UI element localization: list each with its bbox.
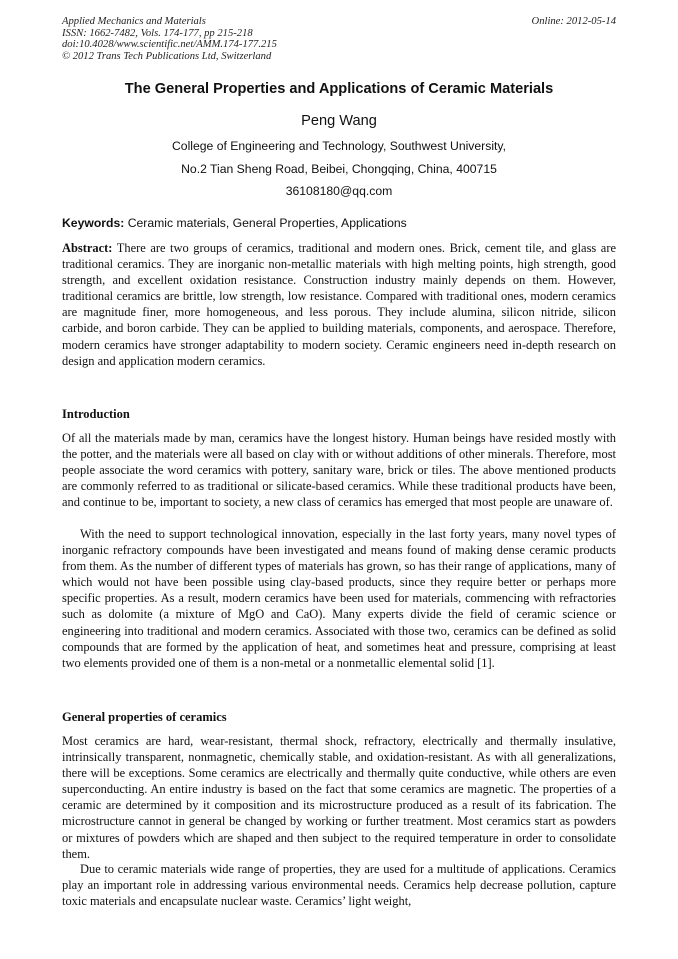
keywords xyxy=(62,216,616,230)
section-heading-introduction: Introduction xyxy=(62,407,130,421)
introduction-paragraph-2: With the need to support technological innovation, especially in the last forty years, many novel types of inorganic refractory compounds have been investigated and means found of making dense ceramic products from them. As the number of different types of materials has grown, so has their range of applications, many of which would not have been possible using clay-based products, since they require better or perhaps more specific properties. As a result, modern ceramics have been used for materials, commencing with refractories such as dolomite (a mixture of MgO and CaO). Many experts divide the field of ceramic science or engineering into traditional and modern ceramics. Associated with those two, ceramics can be defined as solid compounds that are formed by the application of heat, and sometimes heat and pressure, comprising at least two elements provided one of them is a non-metal or a nonmetallic elemental solid [1]. xyxy=(62,527,616,670)
abstract-label: Abstract: xyxy=(62,241,113,255)
journal-name: Applied Mechanics and Materials xyxy=(62,16,206,27)
section-heading-general-properties: General properties of ceramics xyxy=(62,710,227,724)
affiliation-line-1: College of Engineering and Technology, Southwest University, xyxy=(172,139,506,153)
copyright-line: © 2012 Trans Tech Publications Ltd, Switzerland xyxy=(62,50,272,62)
journal-header xyxy=(62,16,616,62)
doi-line: doi:10.4028/www.scientific.net/AMM.174-177.215 xyxy=(62,39,277,51)
online-date: Online: 2012-05-14 xyxy=(531,16,616,27)
author-email: 36108180@qq.com xyxy=(285,184,393,198)
keywords-label: Keywords: xyxy=(62,216,125,230)
keywords-text: Ceramic materials, General Properties, Applications xyxy=(127,216,407,230)
general-properties-paragraph-1: Most ceramics are hard, wear-resistant, thermal shock, refractory, electrically and thermally insulative, intrinsically transparent, nonmagnetic, chemically stable, and oxidation-resistant. As with all generalizations, there will be exceptions. Some ceramics are electrically and thermally quite conductive, while others are even superconducting. An entire industry is based on the fact that some ceramics are magnetic. The properties of a ceramic are determined by it composition and its microstructure produced as a result of its fabrication. The microstructure cannot in general be changed by working or further treatment. Most ceramics start as powders or mixtures of powders which are shaped and then subject to the required temperature in order to consolidate them. xyxy=(62,734,616,861)
issn-line: ISSN: 1662-7482, Vols. 174-177, pp 215-218 xyxy=(62,27,253,39)
abstract xyxy=(62,240,616,369)
general-properties-paragraph-2: Due to ceramic materials wide range of properties, they are used for a multitude of applications. Ceramics play an important role in addressing various environmental needs. Ceramics help decrease pollution, capture toxic materials and encapsulate nuclear waste. Ceramics’ light weight, xyxy=(62,862,616,909)
paper-title: The General Properties and Applications of Ceramic Materials xyxy=(124,81,554,97)
introduction-paragraph-1: Of all the materials made by man, ceramics have the longest history. Human beings have resided mostly with the potter, and the materials were all based on clay with or without additions of other minerals. Therefore, most people associate the word ceramics with pottery, sanitary ware, brick or tiles. The above mentioned products are commonly referred to as traditional or silicate-based ceramics. While these traditional products have been, and continue to be, important to society, a new class of ceramics has emerged that most people are unaware of. xyxy=(62,431,616,510)
author-name: Peng Wang xyxy=(301,113,377,129)
abstract-text: There are two groups of ceramics, traditional and modern ones. Brick, cement tile, and glass are traditional ceramics. They are inorganic non-metallic materials with high melting points, high strength, good strength, and excellent oxidation resistance. Construction industry mainly depends on them. However, traditional ceramics are brittle, low strength, low resistance. Compared with traditional ones, modern ceramics are magnitude finer, more homogeneous, and less porous. They include alumina, silicon nitride, silicon carbide, and boron carbide. They can be applied to building materials, components, and aerospace. Therefore, modern ceramics have stronger adaptability to modern society. Ceramic engineers need in-depth research on design and application modern ceramics. xyxy=(62,241,616,368)
affiliation-line-2: No.2 Tian Sheng Road, Beibei, Chongqing, China, 400715 xyxy=(181,162,497,176)
